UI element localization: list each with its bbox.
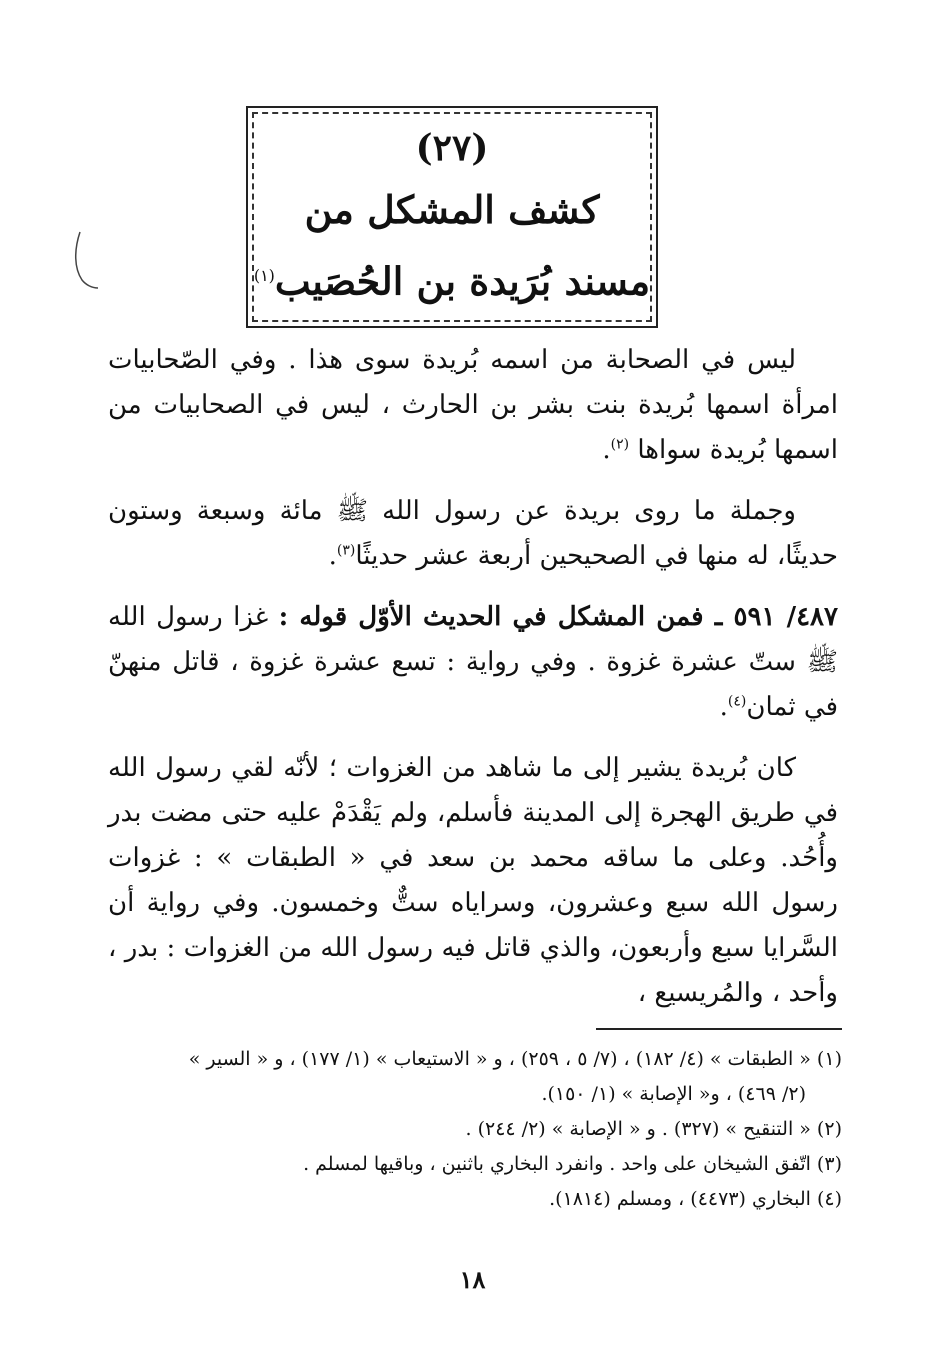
footnote-ref-1: (١) bbox=[253, 266, 275, 286]
footnote-4: (٤) البخاري (٤٤٧٣) ، ومسلم (١٨١٤). bbox=[549, 1188, 842, 1210]
footnote-ref-4: (٤) bbox=[727, 693, 747, 710]
main-text bbox=[108, 338, 838, 1032]
margin-pencil-mark bbox=[70, 230, 100, 290]
paragraph-1 bbox=[108, 338, 838, 473]
paragraph-2-text: وجملة ما روى بريدة عن رسول الله ﷺ مائة وسبعة وستون حديثًا، له منها في الصحيحين أربعة عشر حديثًا bbox=[108, 496, 838, 571]
chapter-title-line2-text: مسند بُرَيدة بن الحُصَيب bbox=[274, 258, 651, 304]
footnote-2: (٢) « التنقيح » (٣٢٧) . و « الإصابة » (٢/ ٢٤٤) . bbox=[465, 1118, 842, 1140]
chapter-title-line1: كشف المشكل من bbox=[304, 187, 600, 233]
paragraph-1-text: ليس في الصحابة من اسمه بُريدة سوى هذا . وفي الصّحابيات امرأة اسمها بُريدة بنت بشر بن الحارث ، ليس في الصحابيات من اسمها بُريدة سواها bbox=[108, 345, 838, 465]
paragraph-4: كان بُريدة يشير إلى ما شاهد من الغزوات ؛ لأنّه لقي رسول الله في طريق الهجرة إلى المدينة فأسلم، ولم يَقْدَمْ عليه حتى مضت بدر وأُحُد. وعلى ما ساقه محمد بن سعد في « الطبقات » : غزوات رسول الله سبع وعشرون، وسراياه ستٌّ وخمسون. وفي رواية أن السَّرايا سبع وأربعون، والذي قاتل فيه رسول الله من الغزوات : بدر ، وأحد ، والمُريسيع ، bbox=[108, 753, 838, 1008]
footnote-ref-3: (٣) bbox=[336, 542, 356, 559]
chapter-title-frame bbox=[246, 106, 658, 328]
paragraph-2 bbox=[108, 489, 838, 579]
footnote-1: (١) « الطبقات » (٤/ ١٨٢) ، (٧/ ٥ ، ٢٥٩) ، و « الاستيعاب » (١/ ١٧٧) ، و « السير » bbox=[188, 1048, 842, 1070]
footnote-separator bbox=[596, 1028, 842, 1030]
footnote-ref-2: (٢) bbox=[610, 436, 630, 453]
paragraph-2-end: . bbox=[328, 541, 337, 571]
chapter-title-inner-border bbox=[252, 112, 652, 322]
footnotes bbox=[110, 1042, 842, 1217]
footnote-3: (٣) اتّفق الشيخان على واحد . وانفرد البخاري باثنين ، وباقيها لمسلم . bbox=[303, 1153, 842, 1175]
page-number: ١٨ bbox=[459, 1265, 486, 1294]
paragraph-3-text: غزا رسول الله ﷺ ستّ عشرة غزوة . وفي رواية : تسع عشرة غزوة ، قاتل منهنّ في ثمان bbox=[108, 602, 838, 722]
chapter-number: (٢٧) bbox=[415, 127, 489, 170]
chapter-title-line2 bbox=[254, 243, 650, 315]
paragraph-3 bbox=[108, 595, 838, 730]
hadith-heading: ٤٨٧/ ٥٩١ ـ فمن المشكل في الحديث الأوّل قوله : bbox=[278, 602, 838, 632]
paragraph-1-end: . bbox=[602, 435, 611, 465]
footnote-1-continued: (٢/ ٤٦٩) ، و« الإصابة » (١/ ١٥٠). bbox=[541, 1083, 806, 1105]
paragraph-3-end: . bbox=[719, 692, 728, 722]
